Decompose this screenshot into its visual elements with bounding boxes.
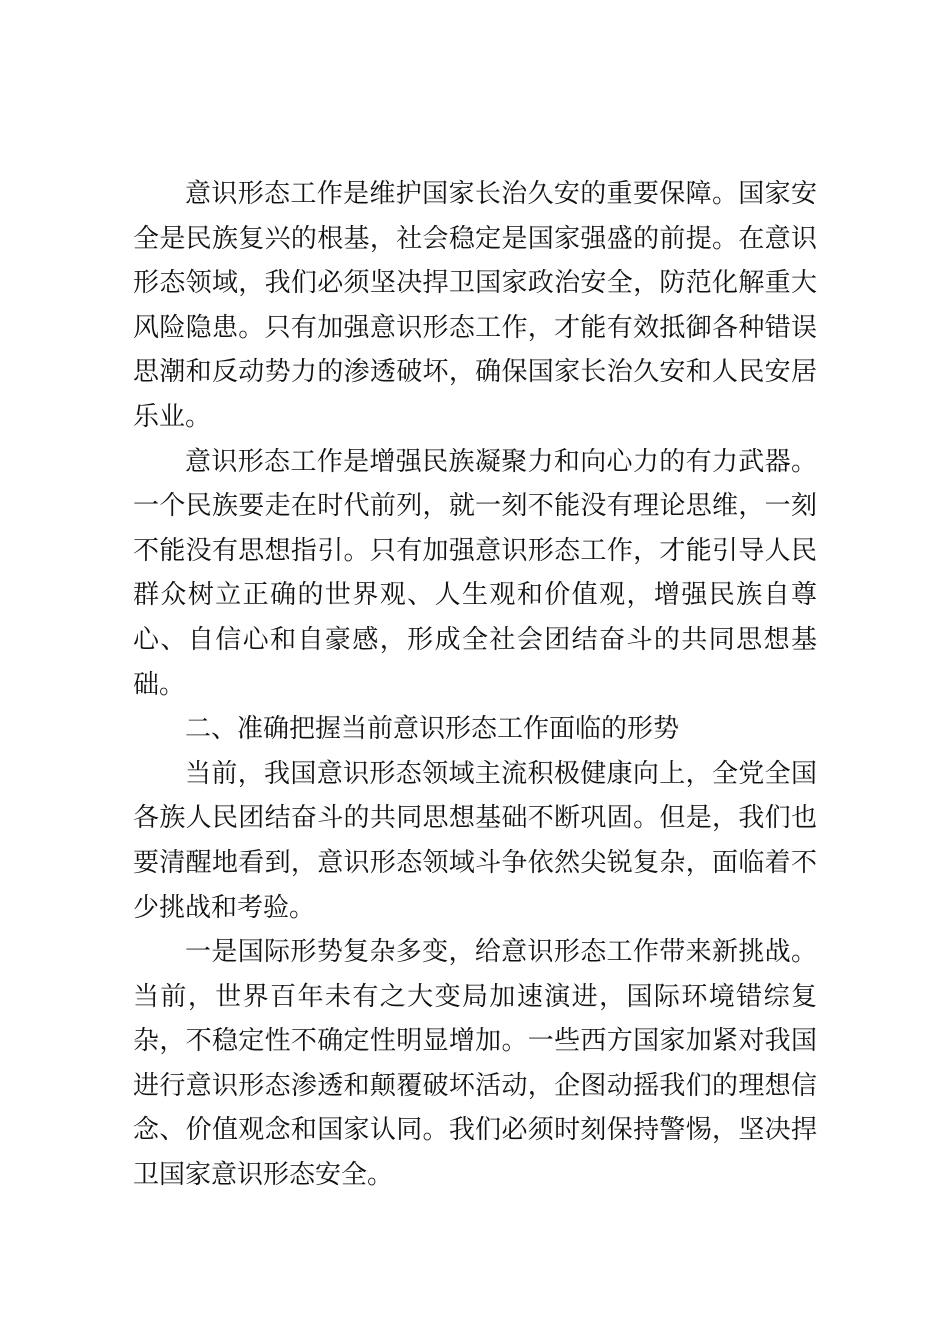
paragraph-1: 意识形态工作是维护国家长治久安的重要保障。国家安全是民族复兴的根基，社会稳定是国家强盛的前提。在意识形态领域，我们必须坚决捍卫国家政治安全，防范化解重大风险隐患。只有加强意识形态工作，才能有效抵御各种错误思潮和反动势力的渗透破坏，确保国家长治久安和人民安居乐业。: [133, 179, 817, 432]
paragraph-2: 意识形态工作是增强民族凝聚力和向心力的有力武器。一个民族要走在时代前列，就一刻不能没有理论思维，一刻不能没有思想指引。只有加强意识形态工作，才能引导人民群众树立正确的世界观、人生观和价值观，增强民族自尊心、自信心和自豪感，形成全社会团结奋斗的共同思想基础。: [133, 446, 817, 700]
section-heading: 二、准确把握当前意识形态工作面临的形势: [185, 714, 680, 745]
paragraph-4: 一是国际形势复杂多变，给意识形态工作带来新挑战。当前，世界百年未有之大变局加速演进，国际环境错综复杂，不稳定性不确定性明显增加。一些西方国家加紧对我国进行意识形态渗透和颠覆破坏活动，企图动摇我们的理想信念、价值观念和国家认同。我们必须时刻保持警惕，坚决捍卫国家意识形态安全。: [133, 937, 817, 1191]
paragraph-3: 当前，我国意识形态领域主流积极健康向上，全党全国各族人民团结奋斗的共同思想基础不断巩固。但是，我们也要清醒地看到，意识形态领域斗争依然尖锐复杂，面临着不少挑战和考验。: [133, 758, 817, 923]
document-body: [133, 172, 817, 1198]
